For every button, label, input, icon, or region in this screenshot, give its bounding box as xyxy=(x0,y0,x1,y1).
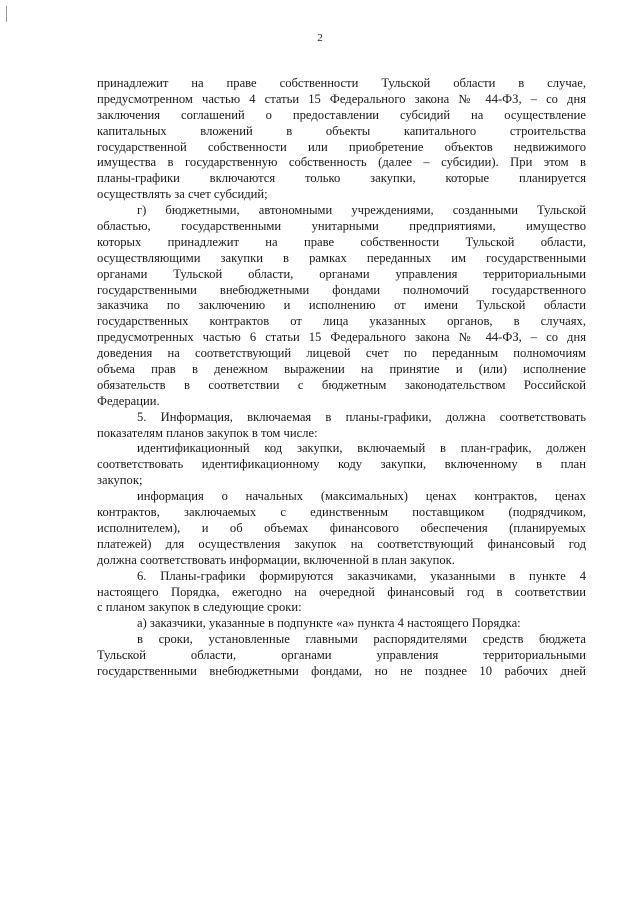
text-line: областью, государственными унитарными предприятиями, имущество xyxy=(97,219,586,234)
text-line: планы-графики включаются только закупки, которые планируется xyxy=(97,171,586,186)
text-line: доведения на соответствующий лицевой счет по переданным полномочиям xyxy=(97,346,586,361)
text-line: предусмотренном частью 4 статьи 15 Федерального закона № 44-ФЗ, – со дня xyxy=(97,91,586,106)
text-line: государственной собственности или приобретение объектов недвижимого xyxy=(97,139,586,154)
text-line: объема прав в денежном выражении на принятие и (или) исполнение xyxy=(97,362,586,377)
text-line: соответствовать идентификационному коду закупки, включенному в план xyxy=(97,457,586,472)
text-line: в сроки, установленные главными распорядителями средств бюджета xyxy=(137,632,586,647)
text-line: Федерации. xyxy=(97,393,160,408)
text-line: государственных контрактов от лица указанных органов, в случаях, xyxy=(97,314,586,329)
text-line: с планом закупок в следующие сроки: xyxy=(97,600,302,615)
text-line: Тульской области, органами управления территориальными xyxy=(97,648,586,663)
text-line: информация о начальных (максимальных) ценах контрактов, ценах xyxy=(137,489,586,504)
text-line: показателям планов закупок в том числе: xyxy=(97,425,318,440)
text-line: настоящего Порядка, ежегодно на очередной финансовый год в соответствии xyxy=(97,584,586,599)
text-line: обязательств в соответствии с бюджетным законодательством Российской xyxy=(97,377,586,392)
text-line: которых принадлежит на праве собственности Тульской области, xyxy=(97,234,586,249)
text-line: государственными внебюджетными фондами, но не позднее 10 рабочих дней xyxy=(97,663,586,678)
text-line: осуществлять за счет субсидий; xyxy=(97,187,268,202)
text-line: контрактов, заключаемых с единственным поставщиком (подрядчиком, xyxy=(97,505,586,520)
text-line: имущества в государственную собственность (далее – субсидии). При этом в xyxy=(97,155,586,170)
text-line: заключения соглашений о предоставлении субсидий на осуществление xyxy=(97,107,586,122)
text-line: предусмотренных частью 6 статьи 15 Федерального закона № 44-ФЗ, – со дня xyxy=(97,330,586,345)
text-line: осуществляющими закупки в рамках переданных им государственными xyxy=(97,250,586,265)
text-line: заказчика по заключению и исполнению от имени Тульской области xyxy=(97,298,586,313)
text-line: капитальных вложений в объекты капитального строительства xyxy=(97,123,586,138)
text-line: а) заказчики, указанные в подпункте «а» пункта 4 настоящего Порядка: xyxy=(137,616,521,631)
text-line: должна соответствовать информации, включенной в план закупок. xyxy=(97,552,455,567)
text-line: платежей) для осуществления закупок на соответствующий финансовый год xyxy=(97,536,586,551)
page-number: 2 xyxy=(317,32,323,44)
text-line: идентификационный код закупки, включаемый в план-график, должен xyxy=(137,441,586,456)
text-line: исполнителем), и об объемах финансового обеспечения (планируемых xyxy=(97,520,586,535)
text-line: органами Тульской области, органами управления территориальными xyxy=(97,266,586,281)
text-line: закупок; xyxy=(97,473,143,488)
text-line: принадлежит на праве собственности Тульской области в случае, xyxy=(97,76,586,90)
text-line: 5. Информация, включаемая в планы-графики, должна соответствовать xyxy=(137,409,586,424)
text-line: г) бюджетными, автономными учреждениями, созданными Тульской xyxy=(137,203,586,218)
scan-edge-mark xyxy=(6,6,7,22)
text-line: государственными внебюджетными фондами полномочий государственного xyxy=(97,282,586,297)
text-line: 6. Планы-графики формируются заказчиками, указанными в пункте 4 xyxy=(137,568,586,583)
document-body xyxy=(97,76,586,680)
